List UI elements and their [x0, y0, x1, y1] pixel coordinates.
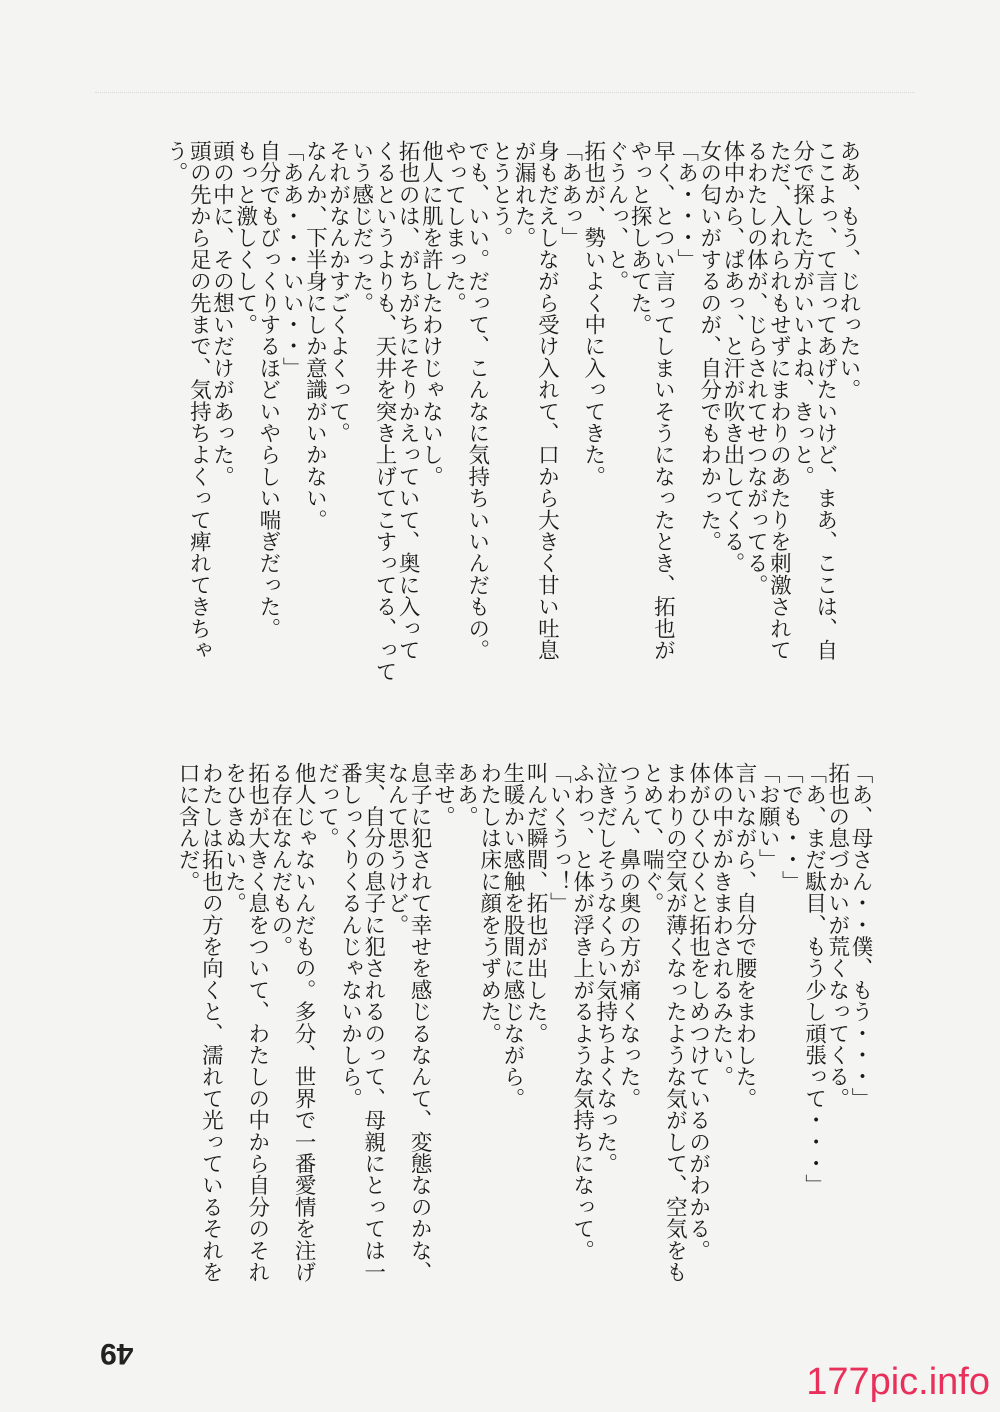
text-line: 言いながら、自分で腰をまわした。	[731, 762, 757, 1110]
text-line: をひきぬいた。	[221, 762, 247, 914]
text-line: 「お願い」	[755, 762, 781, 871]
text-line: ぐうんっ、と。	[603, 140, 629, 292]
text-line: 拓也が大きく息をついて、わたしの中から自分のそれ	[244, 762, 270, 1283]
text-line: わたしは拓也の方を向くと、濡れて光っているそれを	[198, 762, 224, 1283]
text-line: ふわっ、と体が浮き上がるような気持ちになって。	[569, 762, 595, 1262]
text-line: 実、自分の息子に犯されるのって、母親にとっては一	[360, 762, 386, 1283]
text-line: やってしまった。	[441, 140, 467, 314]
text-line: 泣きだしそうなくらい気持ちよくなった。	[592, 762, 618, 1175]
text-line: る存在なんだもの。	[267, 762, 293, 958]
text-line: もっと激しくして。	[232, 140, 258, 336]
text-line: ここよっ、て言ってあげたいけど、まあ、ここは、自	[812, 140, 838, 661]
text-line: 「ああ・・・いい・・」	[279, 140, 305, 379]
text-line: ただ、入れられもせずにまわりのあたりを刺激されて	[766, 140, 792, 661]
text-line: まわりの空気が薄くなったような気がして、空気をも	[662, 762, 688, 1283]
text-line: 早く、とつい言ってしまいそうになったとき、拓也が	[650, 140, 676, 661]
text-line: つうん、鼻の奥の方が痛くなった。	[615, 762, 641, 1110]
text-line: るわたしの体が、じらされてせつながってる。	[743, 140, 769, 596]
text-line: 体の中がかきまわされるみたい。	[708, 762, 734, 1088]
text-line: 体中から、ぱあっ、と汗が吹き出してくる。	[719, 140, 745, 574]
watermark-link[interactable]: 177pic.info	[806, 1361, 990, 1403]
text-line: だって。	[314, 762, 340, 849]
top-dotted-rule	[95, 92, 915, 94]
text-line: 頭の中に、その想いだけがあった。	[209, 140, 235, 488]
text-line: ああ、もう、じれったい。	[836, 140, 861, 401]
text-line: 拓也が、勢いよく中に入ってきた。	[580, 140, 606, 488]
text-line: やっと探しあてた。	[627, 140, 653, 336]
text-line: 拓也のは、がちがちにそりかえっていて、奥に入って	[395, 140, 421, 661]
text-line: 頭の先から足の先まで、気持ちよくって痺れてきちゃ	[186, 140, 212, 661]
text-line: 幸せ。	[430, 762, 456, 828]
text-line: でも、いい。だって、こんなに気持ちいいんだもの。	[464, 140, 490, 661]
text-line: 他人じゃないんだもの。多分、世界で一番愛情を注げ	[291, 762, 317, 1283]
text-line: 「あ、まだ駄目、もう少し頑張って・・・」	[801, 762, 827, 1196]
text-line: くるというよりも、天井を突き上げてこすってる、って	[371, 140, 397, 683]
text-line: 「いくうっ！」	[546, 762, 572, 914]
text-line: 「あ、母さん・・僕、もう・・・」	[848, 762, 873, 1110]
text-line: とめて、喘ぐ。	[639, 762, 665, 914]
text-line: う。	[163, 140, 189, 184]
text-line: 分で探した方がいいよね、きっと。	[789, 140, 815, 488]
upper-text-block	[163, 140, 861, 683]
text-line: 口に含んだ。	[175, 762, 201, 893]
text-line: わたしは床に顔をうずめた。	[476, 762, 502, 1045]
text-line: 番しっくりくるんじゃないかしら。	[337, 762, 363, 1110]
text-line: とうとう。	[487, 140, 513, 249]
text-line: 身もだえしながら受け入れて、口から大きく甘い吐息	[534, 140, 560, 661]
text-line: が漏れた。	[511, 140, 537, 249]
text-line: 「あ・・・」	[673, 140, 699, 271]
text-line: なんか、下半身にしか意識がいかない。	[302, 140, 328, 531]
text-line: なんて思うけど。	[383, 762, 409, 936]
text-line: 自分でもびっくりするほどいやらしい喘ぎだった。	[255, 140, 281, 640]
text-line: 「ああっ」	[557, 140, 583, 249]
text-line: 「でも・・」	[778, 762, 804, 893]
text-line: いう感じだった。	[348, 140, 374, 314]
text-line: 体がひくひくと拓也をしめつけているのがわかる。	[685, 762, 711, 1262]
text-line: 生暖かい感触を股間に感じながら。	[499, 762, 525, 1110]
text-line: 息子に犯されて幸せを感じるなんて、変態なのかな、	[407, 762, 433, 1283]
text-line: ああ。	[453, 762, 479, 828]
text-line: 女の匂いがするのが、自分でもわかった。	[696, 140, 722, 553]
text-line: 拓也の息づかいが荒くなってくる。	[824, 762, 850, 1110]
page-number: 49	[100, 1337, 134, 1370]
lower-text-block	[172, 762, 873, 1283]
text-line: それがなんかすごくよくって。	[325, 140, 351, 444]
text-line: 叫んだ瞬間、拓也が出した。	[523, 762, 549, 1045]
text-line: 他人に肌を許したわけじゃないし。	[418, 140, 444, 488]
